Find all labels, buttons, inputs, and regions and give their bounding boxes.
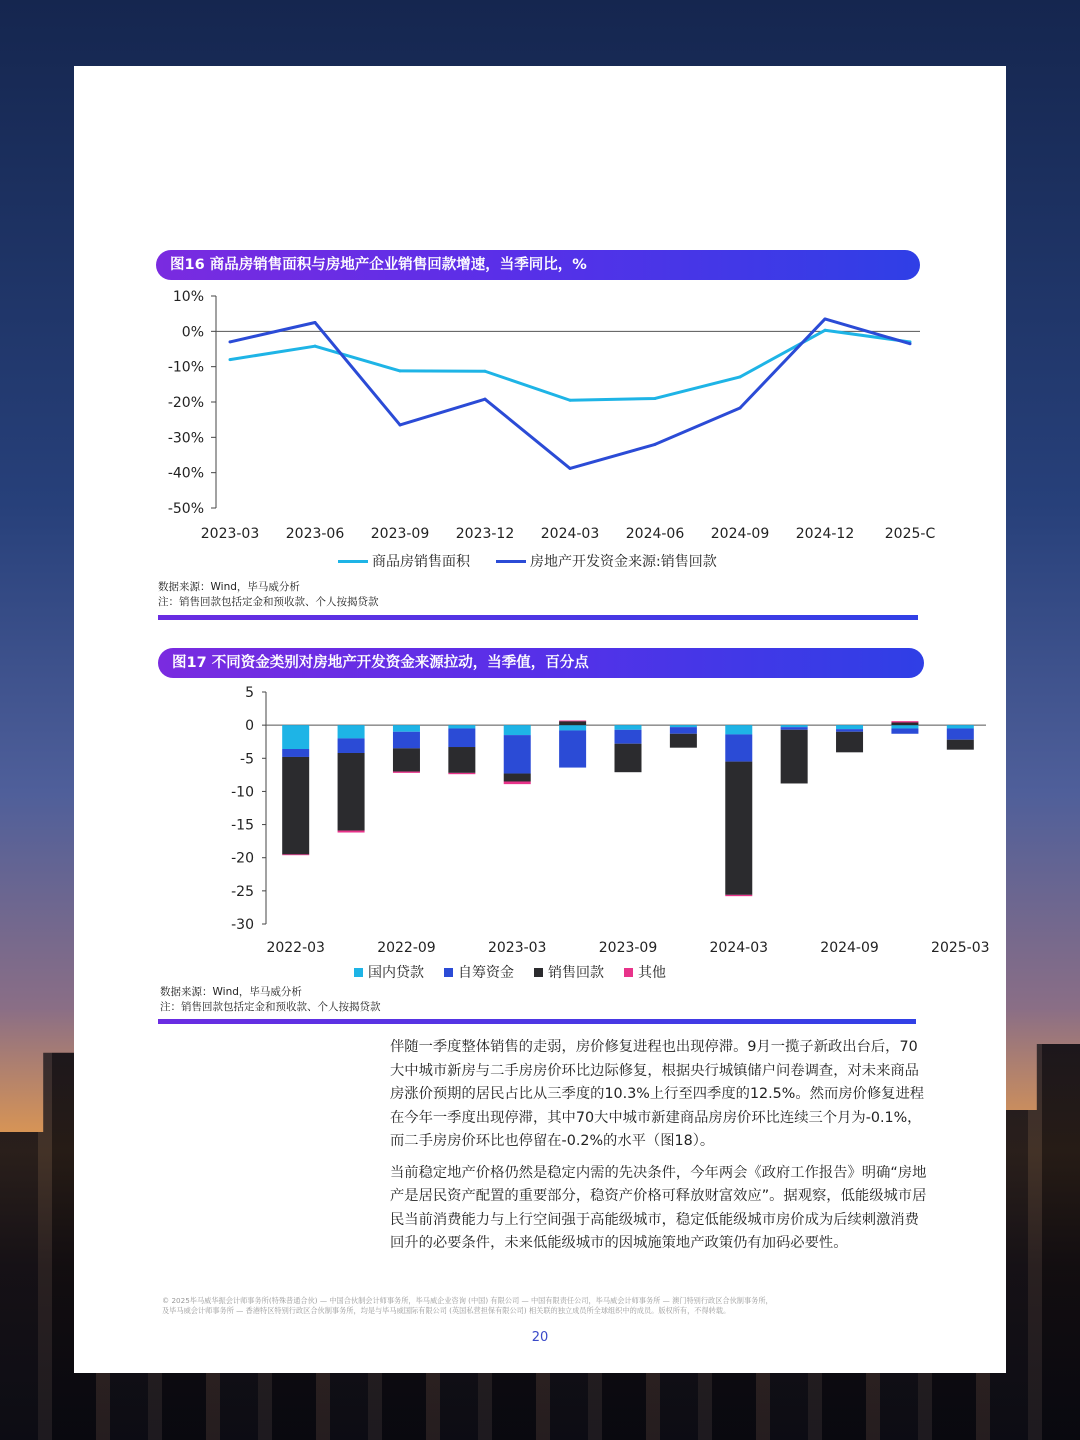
fig17-bar-other [725,895,752,896]
legend-label-other: 其他 [638,965,666,981]
fig17-bar-self-raised [282,749,309,757]
fig17-bar-domestic-loans [282,725,309,749]
fig17-bar-other [393,772,420,773]
legend-item-receipts [496,551,717,571]
fig16-title-banner: 图16 商品房销售面积与房地产企业销售回款增速，当季同比，% [156,250,920,280]
report-page [74,66,1006,1373]
fig16-x-tick-label: 2023-03 [200,526,260,542]
fig17-note: 注：销售回款包括定金和预收款、个人按揭贷款 [160,1001,381,1013]
fig16-data-point [569,467,572,470]
fig17-bar-self-raised [393,732,420,749]
fig17-bar-other [338,831,365,833]
fig16-x-tick-label: 2024-09 [710,526,770,542]
fig16-data-point [909,342,912,345]
fig17-bar-sales-receipts [781,730,808,784]
legend-label-self-raised: 自筹资金 [458,965,514,981]
fig17-bar-domestic-loans [393,725,420,732]
fig17-bar-self-raised [504,735,531,773]
fig17-bar-sales-receipts [393,748,420,771]
fig16-x-tick-label: 2023-06 [285,526,345,542]
fig17-y-tick-label: -5 [240,751,254,768]
fig17-bar-self-raised [781,727,808,730]
fig17-bar-other [559,721,586,722]
fig16-data-point [654,443,657,446]
fig17-bar-sales-receipts [947,740,974,750]
fig17-bar-self-raised [448,728,475,747]
fig16-data-point [824,317,827,320]
fig16-data-point [739,375,742,378]
legend-swatch-area [338,560,368,563]
fig17-stacked-bar-chart [144,680,990,960]
fig16-line-chart [144,284,934,554]
fig17-bottom-rule [158,1019,916,1024]
fig17-bar-domestic-loans [725,725,752,734]
fig16-y-tick-label: -30% [167,430,204,447]
fig16-x-tick-label: 2023-12 [455,526,515,542]
fig16-data-point [654,397,657,400]
fig17-bar-domestic-loans [781,725,808,727]
legend-item-sales-receipts [534,962,604,982]
fig16-legend [338,551,743,571]
fig16-y-tick-label: 10% [172,289,204,305]
fig17-bar-domestic-loans [836,725,863,729]
fig16-data-point [314,345,317,348]
fig16-y-tick-label: -10% [167,359,204,376]
fig17-bar-self-raised [725,734,752,761]
fig17-title-banner: 图17 不同资金类别对房地产开发资金来源拉动，当季值，百分点 [158,648,924,678]
body-paragraph-1: 伴随一季度整体销售的走弱，房价修复进程也出现停滞。9月一揽子新政出台后，70大中城市新房与二手房房价环比边际修复，根据央行城镇储户问卷调查，对未来商品房涨价预期的居民占比从三季度的10.3%上行至四季度的12.5%。然而房价修复进程在今年一季度出现停滞，其中70大中城市新建商品房房价环比连续三个月为-0.1%，而二手房房价环比也停留在-0.2%的水平（图18）。 [390,1039,925,1149]
legend-item-self-raised [444,962,514,982]
fig17-bar-sales-receipts [448,747,475,773]
fig17-bar-domestic-loans [891,725,918,728]
fig16-x-tick-label: 2025-C [884,526,936,542]
fig17-bar-sales-receipts [891,722,918,725]
fig17-bar-self-raised [670,727,697,734]
fig16-data-point [739,407,742,410]
fig17-bar-sales-receipts [836,732,863,753]
fig16-data-point [824,329,827,332]
fig16-y-tick-label: -50% [167,501,204,517]
fig16-x-tick-label: 2024-12 [795,526,855,542]
legend-label-area: 商品房销售面积 [372,554,470,570]
fig17-bar-domestic-loans [947,725,974,728]
fig17-bar-other [448,773,475,774]
fig17-bar-sales-receipts [504,774,531,782]
fig16-x-tick-label: 2024-06 [625,526,685,542]
fig17-bar-domestic-loans [559,725,586,730]
fig16-data-point [399,423,402,426]
legend-swatch-receipts [496,560,526,563]
fig17-bar-domestic-loans [338,725,365,738]
fig16-x-tick-label: 2024-03 [540,526,600,542]
legend-item-area [338,551,470,571]
legend-label-sales-receipts: 销售回款 [548,965,604,981]
body-paragraph-2: 当前稳定地产价格仍然是稳定内需的先决条件，今年两会《政府工作报告》明确“房地产是居民资产配置的重要部分，稳资产价格可释放财富效应”。据观察，低能级城市居民当前消费能力与上行空间强于高能级城市，稳定低能级城市房价成为后续刺激消费回升的必要条件，未来低能级城市的因城施策地产政策仍有加码必要性。 [390,1164,927,1251]
fig16-source: 数据来源：Wind，毕马威分析 [158,581,300,593]
footer-copyright-line-2: 及毕马威会计师事务所 — 香港特区特别行政区合伙制事务所，均是与毕马威国际有限公司 (英国私营担保有限公司) 相关联的独立成员所全球组织中的成员。版权所有，不得转载。 [162,1306,731,1315]
fig16-data-point [399,369,402,372]
fig17-bar-self-raised [836,729,863,732]
fig17-bar-sales-receipts [559,721,586,725]
fig17-bar-sales-receipts [615,744,642,773]
fig17-source: 数据来源：Wind，毕马威分析 [160,986,302,998]
fig17-bar-other [504,781,531,784]
fig17-bar-domestic-loans [670,725,697,727]
fig17-y-tick-label: -25 [231,883,254,900]
fig17-bar-sales-receipts [725,762,752,895]
legend-label-domestic-loans: 国内贷款 [368,965,424,981]
legend-item-other [624,962,666,982]
fig17-bar-domestic-loans [448,725,475,728]
legend-label-receipts: 房地产开发资金来源:销售回款 [530,554,717,570]
fig17-bar-domestic-loans [615,725,642,730]
fig17-bar-self-raised [338,738,365,753]
footer-copyright [162,1296,922,1316]
fig16-series-line-receipts [230,319,910,468]
fig17-bar-sales-receipts [282,757,309,854]
fig16-data-point [484,398,487,401]
fig16-y-tick-label: 0% [181,324,204,341]
legend-item-domestic-loans [354,962,424,982]
legend-swatch-sales-receipts [534,968,543,977]
fig17-bar-self-raised [947,728,974,739]
legend-swatch-self-raised [444,968,453,977]
fig17-x-tick-label: 2023-03 [487,940,547,956]
fig17-y-tick-label: -10 [231,784,254,801]
fig16-data-point [484,370,487,373]
fig16-data-point [314,321,317,324]
fig16-data-point [229,340,232,343]
fig17-x-tick-label: 2022-09 [377,940,436,956]
legend-swatch-domestic-loans [354,968,363,977]
fig16-data-point [569,399,572,402]
fig17-y-tick-label: -15 [231,817,254,834]
page-number: 20 [531,1330,549,1345]
fig16-data-point [229,358,232,361]
fig17-bar-self-raised [891,728,918,733]
fig16-y-tick-label: -40% [167,465,204,482]
fig17-bar-domestic-loans [504,725,531,735]
fig17-x-tick-label: 2025-03 [931,940,990,956]
body-text [390,1036,930,1264]
fig16-y-tick-label: -20% [167,395,204,411]
fig17-y-tick-label: -20 [231,850,254,867]
fig17-x-tick-label: 2024-03 [709,940,769,956]
fig17-x-tick-label: 2023-09 [598,940,658,956]
fig16-bottom-rule [158,615,918,620]
fig17-y-tick-label: 5 [245,685,254,701]
fig17-bar-self-raised [615,730,642,744]
fig17-bar-sales-receipts [338,753,365,831]
fig17-bar-other [282,854,309,855]
footer-copyright-line-1: © 2025毕马威华振会计师事务所(特殊普通合伙) — 中国合伙制会计师事务所，毕马威企业咨询 (中国) 有限公司 — 中国有限责任公司，毕马威会计师事务所 — 澳门特别行政区合伙制事务所， [162,1296,773,1305]
fig17-bar-self-raised [559,730,586,767]
legend-swatch-other [624,968,633,977]
fig17-bar-sales-receipts [670,734,697,748]
fig17-x-tick-label: 2024-09 [820,940,879,956]
fig16-note: 注：销售回款包括定金和预收款、个人按揭贷款 [158,596,379,608]
fig17-y-tick-label: -30 [231,917,254,933]
fig17-y-tick-label: 0 [245,718,254,735]
fig17-legend [354,962,692,982]
fig17-bar-other [891,721,918,722]
fig17-x-tick-label: 2022-03 [266,940,325,956]
fig16-x-tick-label: 2023-09 [370,526,430,542]
